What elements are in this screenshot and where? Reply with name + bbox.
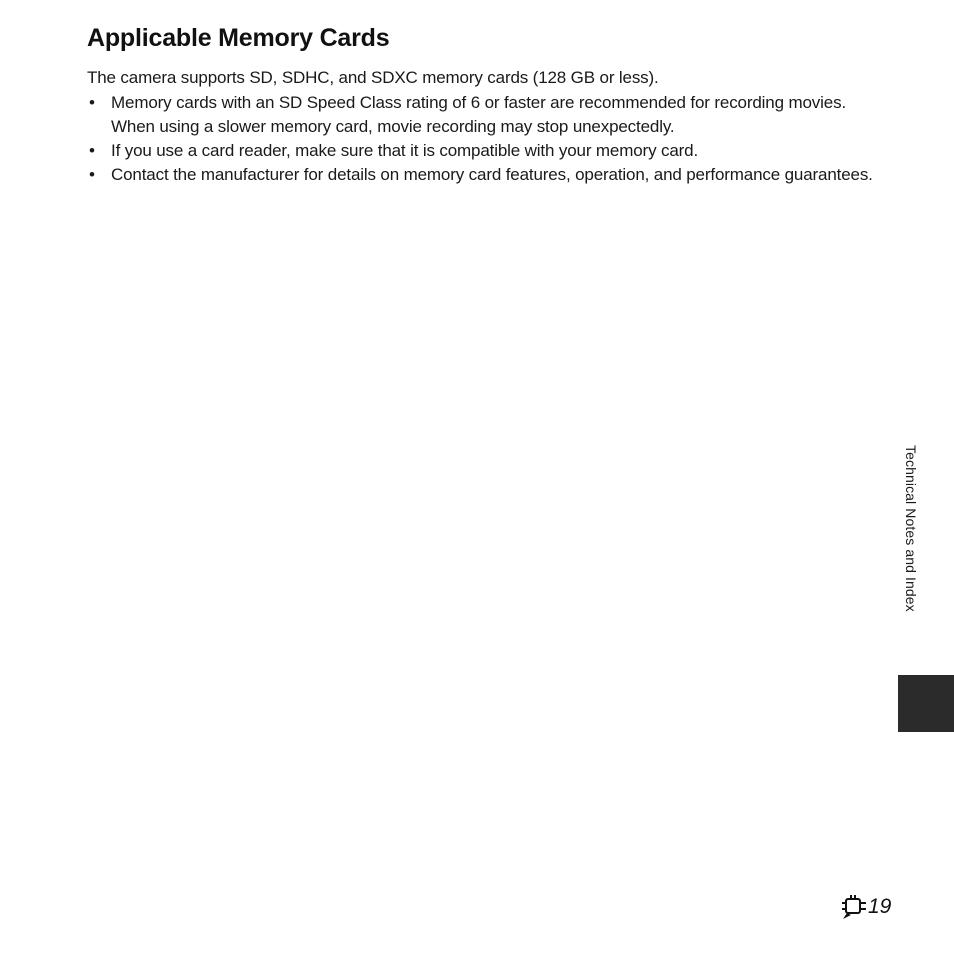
bullet-icon: • <box>89 93 95 112</box>
page-number <box>841 894 891 920</box>
section-tab-label: Technical Notes and Index <box>903 445 919 612</box>
bullet-list <box>87 91 877 187</box>
list-item-text: Contact the manufacturer for details on memory card features, operation, and performance guarantees. <box>111 165 873 184</box>
bullet-icon: • <box>89 141 95 160</box>
bullet-icon: • <box>89 165 95 184</box>
list-item-text: If you use a card reader, make sure that it is compatible with your memory card. <box>111 141 699 160</box>
list-item-text: Memory cards with an SD Speed Class rating of 6 or faster are recommended for recording movies. When using a slower memory card, movie recording may stop unexpectedly. <box>111 93 847 136</box>
intro-paragraph: The camera supports SD, SDHC, and SDXC memory cards (128 GB or less). <box>87 68 659 87</box>
page-title: Applicable Memory Cards <box>87 24 390 52</box>
list-item <box>87 163 877 187</box>
section-tab-marker <box>898 675 954 732</box>
list-item <box>87 139 877 163</box>
list-item <box>87 91 877 139</box>
reference-section-icon <box>841 894 867 920</box>
page-number-text: 19 <box>868 895 892 918</box>
